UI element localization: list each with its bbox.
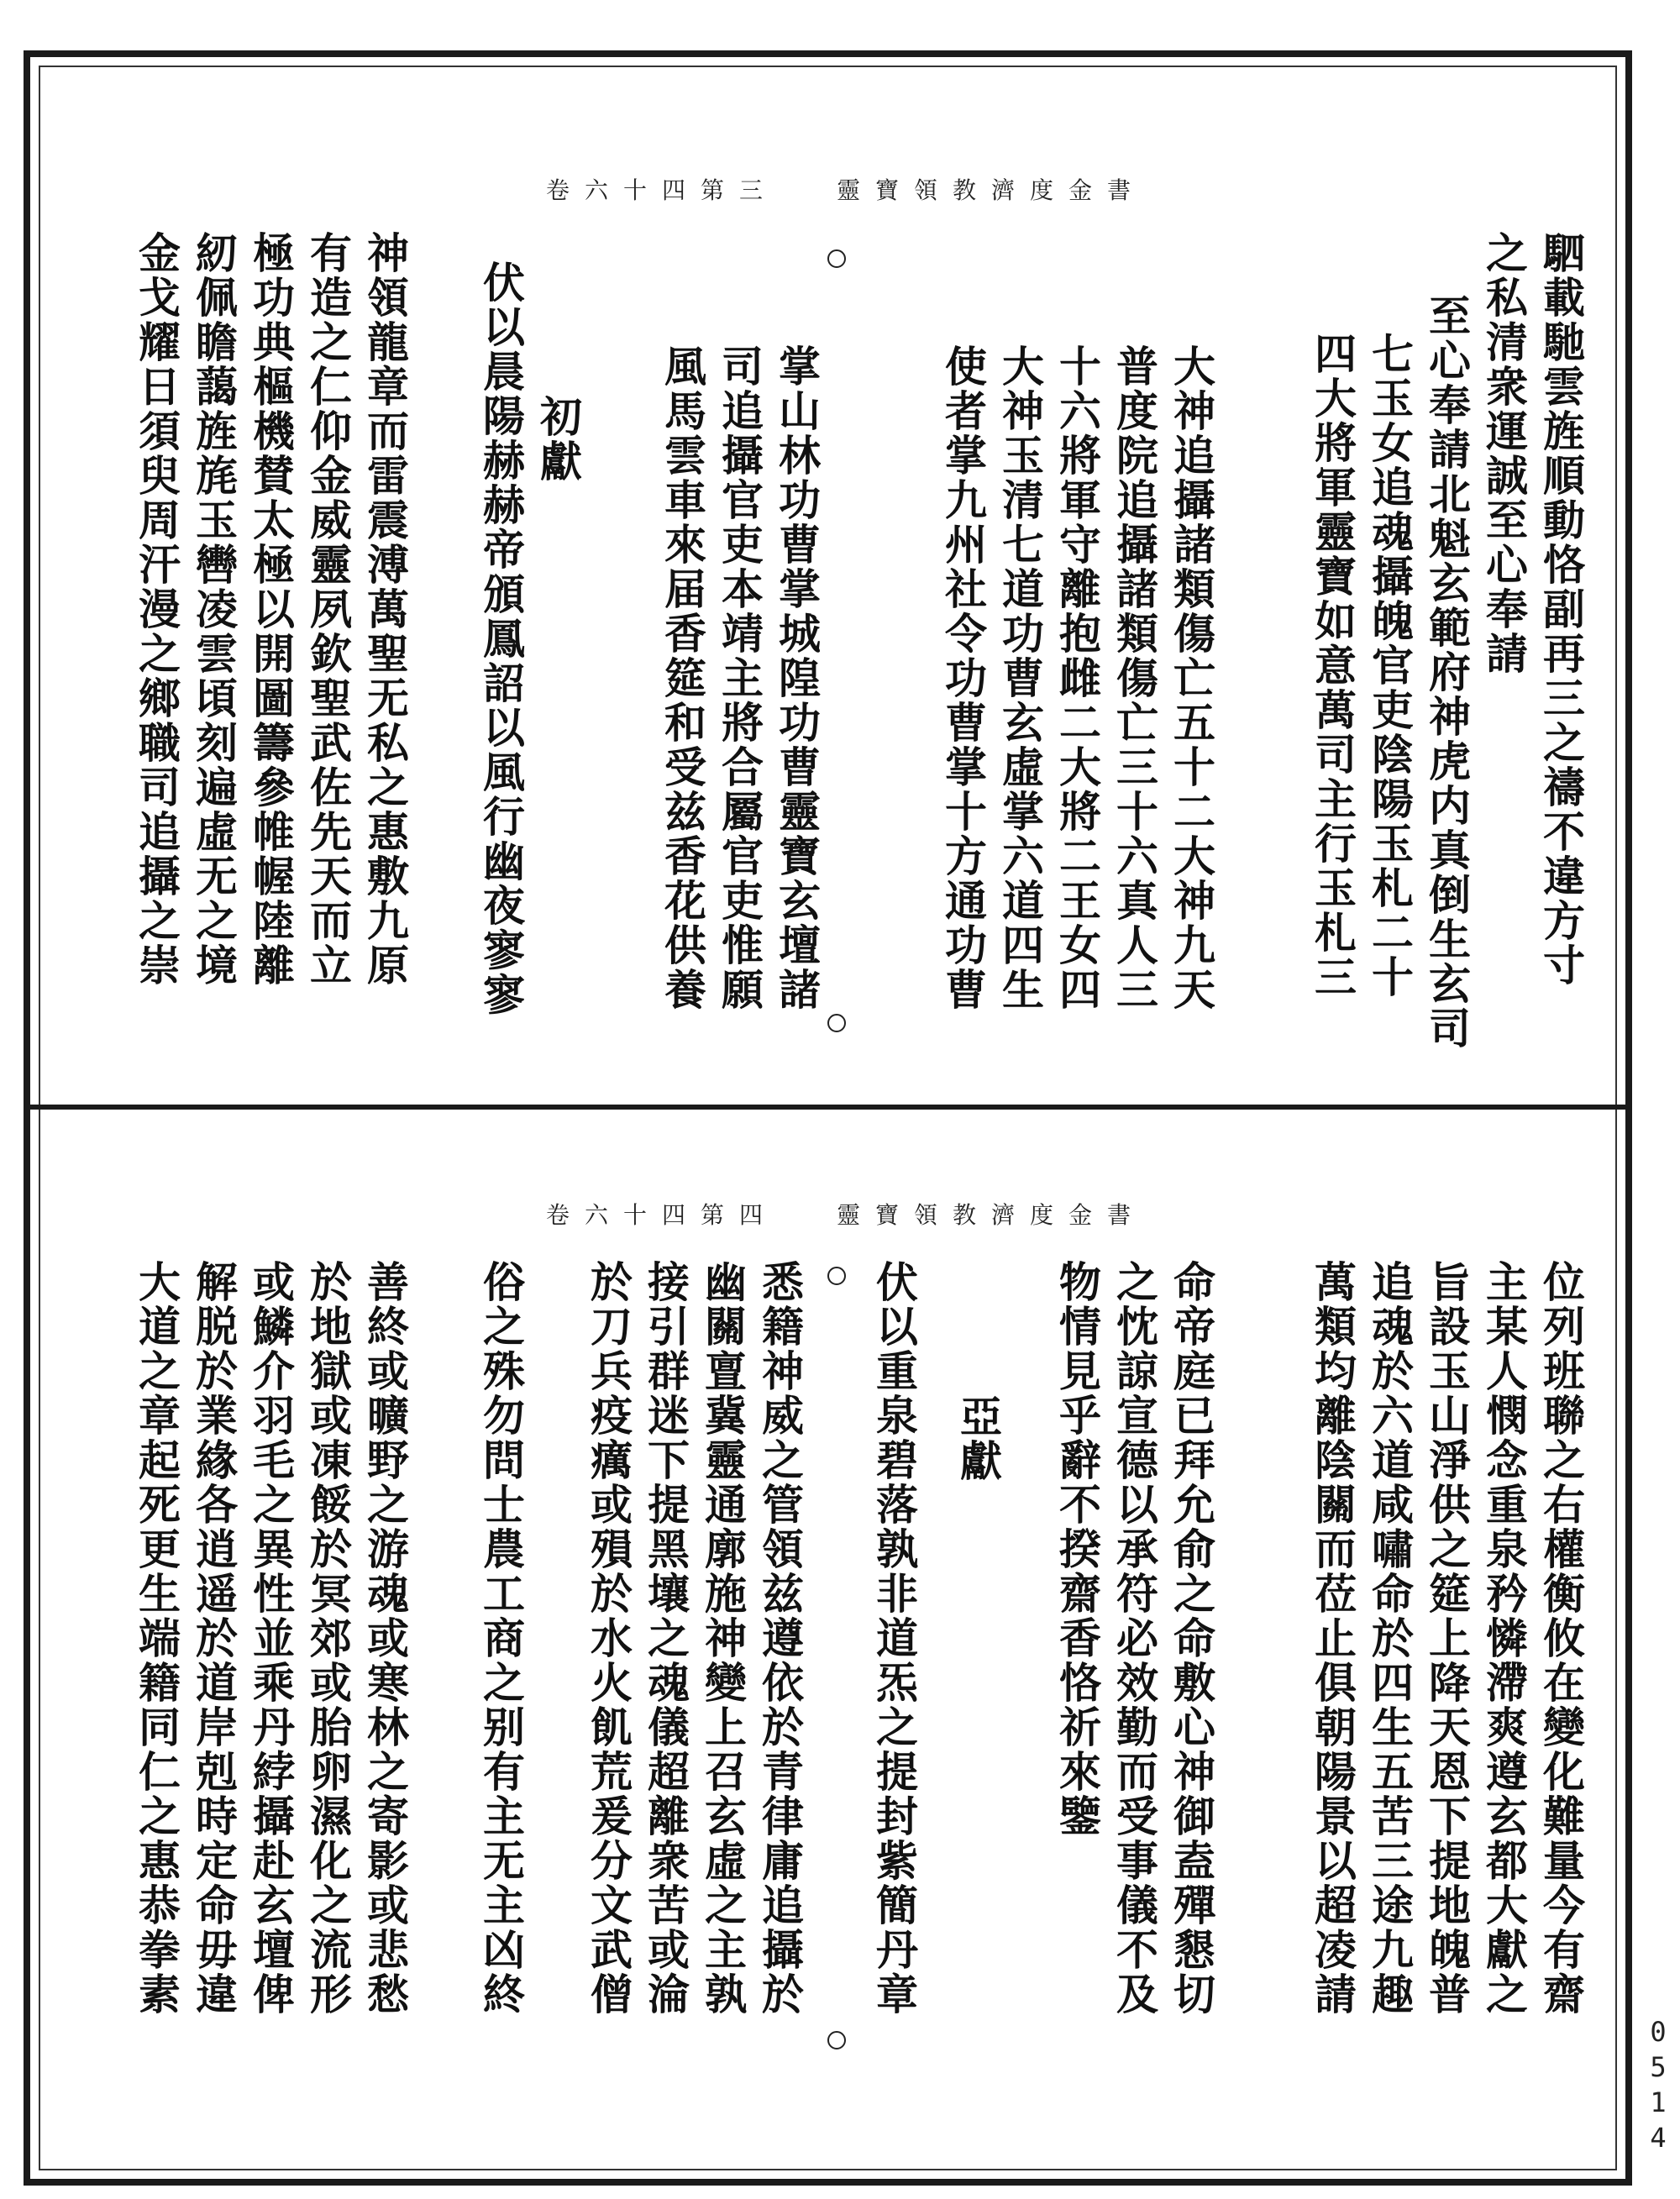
top-text-column: 大神追攝諸類傷亡五十二大神九天 <box>1167 344 1216 1012</box>
top-text-column: 紉佩瞻藹旌旄玉轡凌雲頃刻遍虛无之境 <box>189 231 239 988</box>
bottom-text-column: 悉籍神威之管領兹遵依於青律庸追攝於 <box>755 1260 805 2017</box>
bottom-text-column: 接引群迷下提黑壤之魂儀超離衆苦或淪 <box>641 1260 690 2017</box>
bottom-text-column: 於地獄或凍餒於冥郊或胎卵濕化之流形 <box>303 1260 353 2017</box>
top-text-column: 至心奉請北魁玄範府神虎内真倒生玄司 <box>1422 294 1472 1051</box>
bottom-text-column: 位列班聯之右權衡攸在變化難量今有齋 <box>1536 1260 1586 2017</box>
bottom-text-column: 命帝庭已拜允俞之命敷心神御盍殫懇切 <box>1167 1260 1216 2017</box>
page-number: 0514 <box>1642 2016 1674 2157</box>
circle-marker-icon <box>827 249 846 268</box>
top-text-column: 司追攝官吏本靖主將合屬官吏惟願 <box>715 344 764 1012</box>
bottom-text-column: 物情見乎辭不揆齋香恪祈來鑒 <box>1053 1260 1102 1839</box>
bottom-text-column: 大道之章起死更生端籍同仁之惠恭拳素 <box>132 1260 181 2017</box>
bottom-text-column: 俗之殊勿問士農工商之别有主无主凶終 <box>476 1260 526 2017</box>
page-divider <box>24 1105 1632 1110</box>
bottom-text-column: 主某人憫念重泉矜憐滯爽遵玄都大獻之 <box>1479 1260 1529 2017</box>
top-text-column: 使者掌九州社令功曹掌十方通功曹 <box>938 344 988 1012</box>
top-text-column: 駟載馳雲旌順動恪副再三之禱不違方寸 <box>1536 231 1586 988</box>
bottom-header-title: 靈寶領教濟度金書 <box>837 1201 1147 1229</box>
top-text-column: 之私清衆運誠至心奉請 <box>1479 231 1529 676</box>
bottom-text-column: 萬類均離陰關而莅止俱朝陽景以超凌請 <box>1308 1260 1357 2017</box>
bottom-section-heading: 亞獻 <box>953 1394 1003 1483</box>
top-header-title: 靈寶領教濟度金書 <box>837 176 1147 204</box>
top-text-column: 七玉女追魂攝魄官吏陰陽玉札二十 <box>1365 332 1415 1000</box>
bottom-text-column: 幽關亶冀靈通廓施神變上召玄虛之主孰 <box>698 1260 748 2017</box>
top-text-column: 十六將軍守離抱雌二大將二王女四 <box>1053 344 1102 1012</box>
top-text-column: 掌山林功曹掌城隍功曹靈寶玄壇諸 <box>772 344 822 1012</box>
bottom-text-column: 伏以重泉碧落孰非道炁之提封紫簡丹章 <box>869 1260 919 2017</box>
bottom-text-column: 解脱於業緣各逍遥於道岸剋時定命毋違 <box>189 1260 239 2017</box>
top-section-heading: 初獻 <box>533 395 583 484</box>
top-text-column: 極功典樞機賛太極以開圖籌參帷幄陸離 <box>246 231 296 988</box>
bottom-text-column: 或鱗介羽毛之異性並乘丹綍攝赴玄壇俾 <box>246 1260 296 2017</box>
top-text-column: 風馬雲車來届香筵和受兹香花供養 <box>658 344 707 1012</box>
bottom-header-volume: 卷六十四第四 <box>546 1201 779 1229</box>
circle-marker-icon <box>827 1267 846 1285</box>
top-text-column: 有造之仁仰金威靈夙欽聖武佐先天而立 <box>303 231 353 988</box>
top-header-volume: 卷六十四第三 <box>546 176 779 204</box>
bottom-text-column: 善終或曠野之游魂或寒林之寄影或悲愁 <box>360 1260 410 2017</box>
bottom-page-header <box>546 1197 1146 1231</box>
top-text-column: 四大將軍靈寶如意萬司主行玉札三 <box>1308 332 1357 1000</box>
top-page-header <box>546 172 1146 206</box>
bottom-text-column: 之忱諒宣德以承符必效勤而受事儀不及 <box>1110 1260 1159 2017</box>
circle-marker-icon <box>827 1014 846 1032</box>
top-text-column: 金戈耀日須臾周汗漫之鄉職司追攝之崇 <box>132 231 181 988</box>
top-text-column: 大神玉清七道功曹玄虛掌六道四生 <box>995 344 1045 1012</box>
bottom-text-column: 於刀兵疫癘或殞於水火飢荒爰分文武僧 <box>584 1260 633 2017</box>
bottom-text-column: 旨設玉山淨供之筵上降天恩下提地魄普 <box>1422 1260 1472 2017</box>
top-text-column: 神領龍章而雷震溥萬聖无私之惠敷九原 <box>360 231 410 988</box>
circle-marker-icon <box>827 2031 846 2049</box>
bottom-text-column: 追魂於六道咸嘯命於四生五苦三途九趣 <box>1365 1260 1415 2017</box>
top-text-column: 普度院追攝諸類傷亡三十六真人三 <box>1110 344 1159 1012</box>
top-text-column: 伏以晨陽赫赫帝頒鳳詔以風行幽夜寥寥 <box>476 260 526 1017</box>
